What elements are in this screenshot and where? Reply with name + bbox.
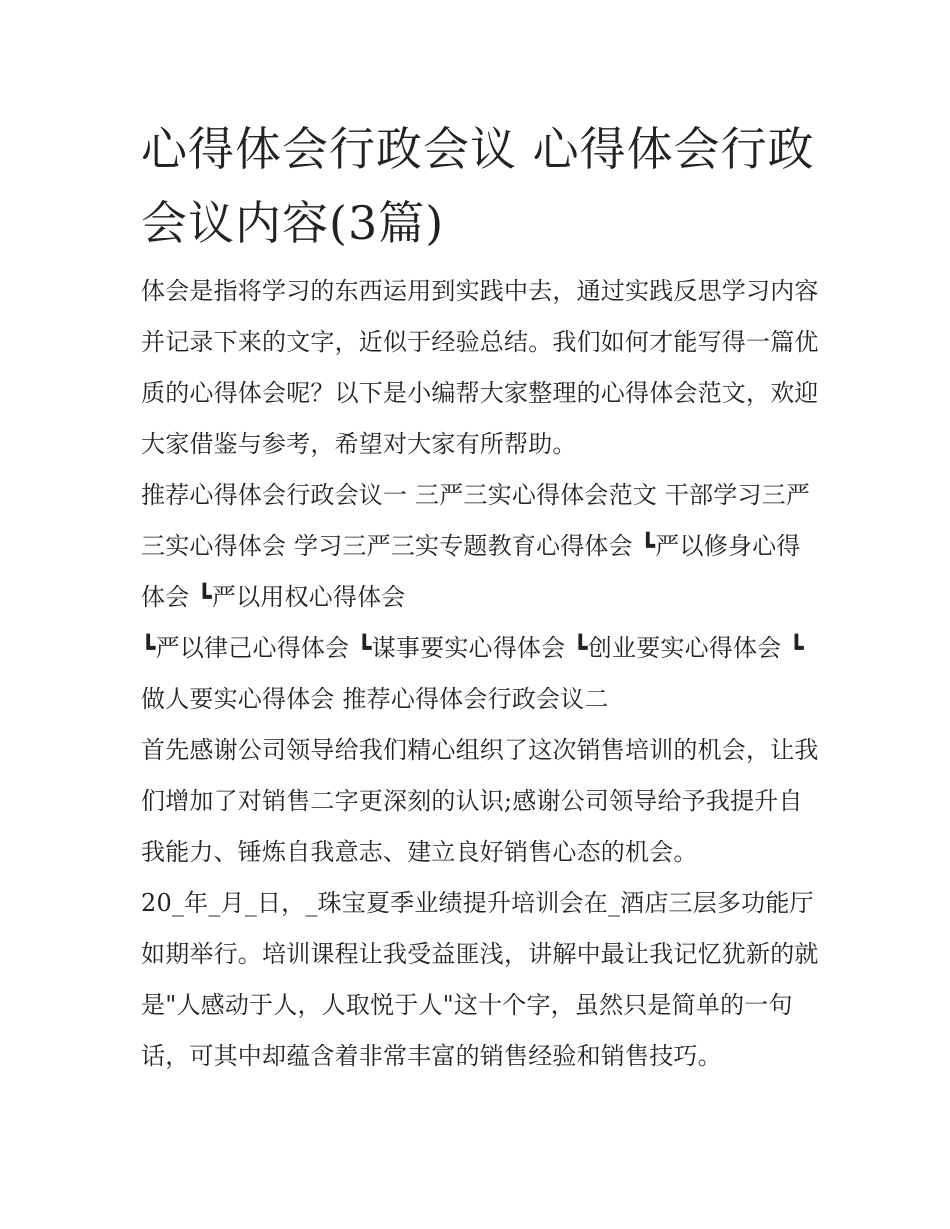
paragraph-recommend-list: ┗严以律己心得体会 ┗谋事要实心得体会 ┗创业要实心得体会 ┗做人要实心得体会 推荐心得体会行政会议二 <box>141 634 804 713</box>
paragraph-thanks: 首先感谢公司领导给我们精心组织了这次销售培训的机会，让我们增加了对销售二字更深刻的认识;感谢公司领导给予我提升自我能力、锤炼自我意志、建立良好销售心态的机会。 <box>141 736 819 866</box>
paragraph-recommend-one: 推荐心得体会行政会议一 三严三实心得体会范文 干部学习三严三实心得体会 学习三严三实专题教育心得体会 ┗严以修身心得体会 ┗严以用权心得体会 <box>141 481 811 611</box>
document-page <box>141 112 821 1082</box>
paragraph-intro: 体会是指将学习的东西运用到实践中去，通过实践反思学习内容并记录下来的文字，近似于经验总结。我们如何才能写得一篇优质的心得体会呢？以下是小编帮大家整理的心得体会范文，欢迎大家借鉴与参考，希望对大家有所帮助。 <box>141 277 819 458</box>
document-title: 心得体会行政会议 心得体会行政会议内容(3篇) <box>141 122 815 250</box>
paragraph-training: 20_年_月_日，_珠宝夏季业绩提升培训会在_酒店三层多功能厅如期举行。培训课程让我受益匪浅，讲解中最让我记忆犹新的就是"人感动于人，人取悦于人"这十个字，虽然只是简单的一句话，可其中却蕴含着非常丰富的销售经验和销售技巧。 <box>141 889 819 1070</box>
